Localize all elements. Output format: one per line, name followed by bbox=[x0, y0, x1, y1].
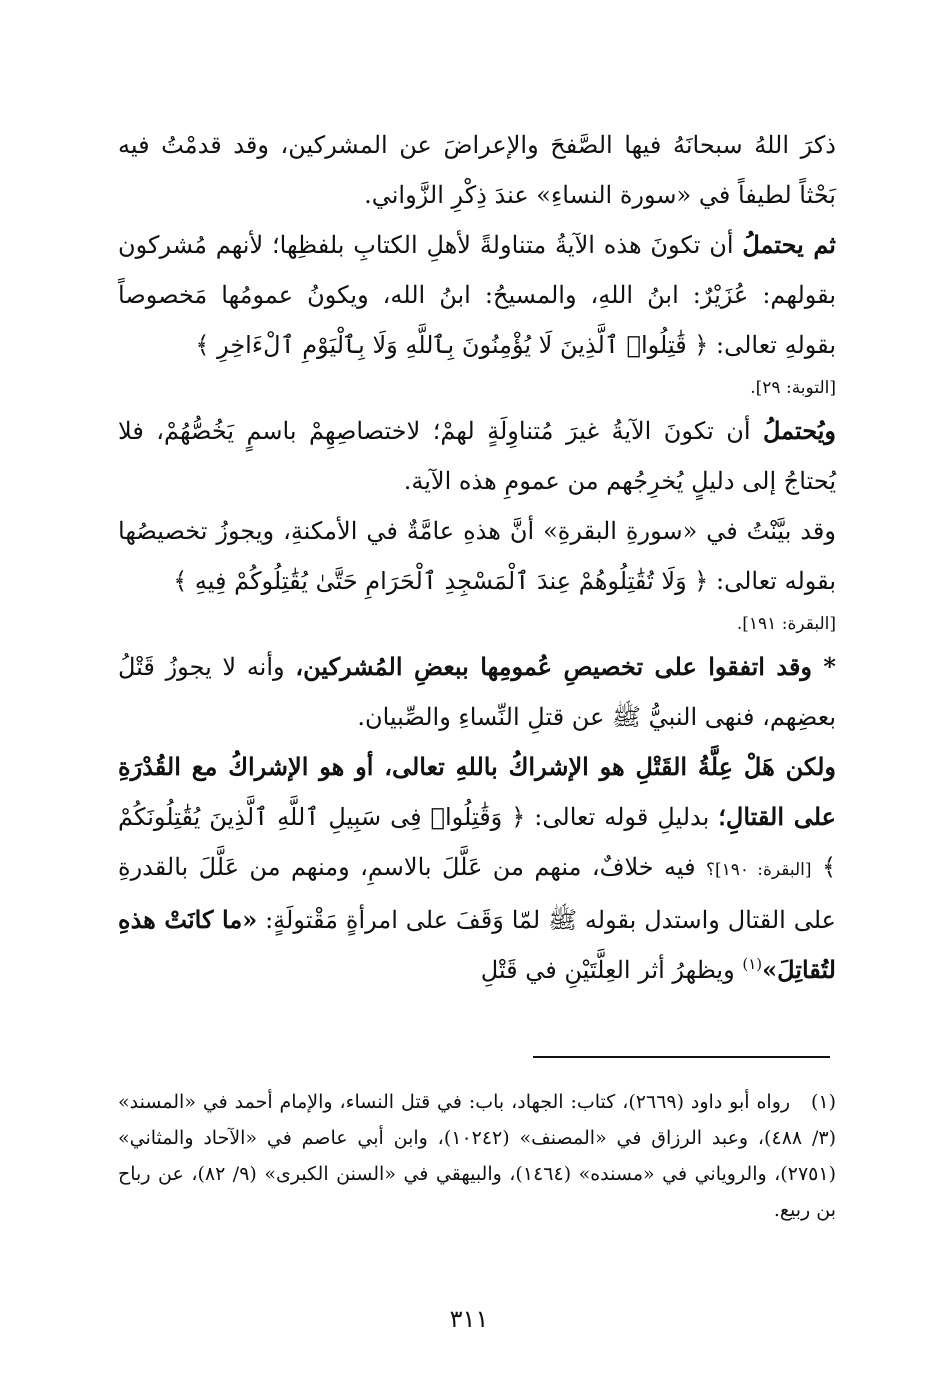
main-text bbox=[118, 120, 836, 995]
footnote-divider bbox=[533, 1056, 830, 1058]
footnote bbox=[118, 1084, 836, 1228]
footnote-number: (١) bbox=[810, 1091, 837, 1113]
paragraph-2 bbox=[118, 220, 836, 406]
verse-reference-baqarah-191: [البقرة: ١٩١]. bbox=[736, 614, 836, 634]
paragraph-1 bbox=[118, 120, 836, 220]
hadith-quote: «ما كانَتْ هذهِ لتُقاتِلَ» bbox=[118, 905, 836, 984]
paragraph-2-text: أن تكونَ هذه الآيةُ متناولةً لأهلِ الكتابِ بلفظِها؛ لأنهم مُشركون بقولهم: عُزَيْرٌ: ابنُ اللهِ، والمسيحُ: ابنُ الله، ويكونُ عمومُها مَخصوصاً بقولهِ تعالى: bbox=[118, 231, 836, 359]
page-number: ٣١١ bbox=[449, 1305, 489, 1333]
paragraph-3-text: أن تكونَ الآيةُ غيرَ مُتناوِلَةٍ لهمْ؛ لاختصاصِهِمْ باسمٍ يَخُصُّهُمْ، فلا يُحتاجُ إلى دليلٍ يُخرِجُهم من عمومِ هذه الآية. bbox=[118, 417, 836, 495]
verse-reference-tawbah: [التوبة: ٢٩]. bbox=[750, 378, 836, 398]
footnote-text: رواه أبو داود (٢٦٦٩)، كتاب: الجهاد، باب: في قتل النساء، والإمام أحمد في «المسند» (٣/ ٤٨٨)، وعبد الرزاق في «المصنف» (١٠٢٤٢)، وابن أبي عاصم في «الآحاد والمثاني» (٢٧٥١)، والروياني في «مسنده» (١٤٦٤)، والبيهقي في «السنن الكبرى» (٩/ ٨٢)، عن رباح بن ربيع. bbox=[118, 1091, 836, 1221]
paragraph-5-lead: * وقد اتفقوا على تخصيصِ عُمومِها ببعضِ المُشركين، bbox=[295, 652, 836, 681]
paragraph-6-text-a: بدليلِ قوله تعالى: bbox=[534, 803, 710, 831]
footnote-marker[interactable]: (١) bbox=[742, 955, 763, 973]
paragraph-6-text-c: ويظهرُ أثر العِلَّتَيْنِ في قَتْلِ bbox=[480, 956, 735, 984]
paragraph-2-lead: ثم يحتملُ bbox=[742, 230, 836, 259]
paragraph-6-text-b: فيه خلافٌ، منهم من عَلَّلَ بالاسمِ، ومنهم من عَلَّلَ بالقدرةِ على القتال واستدل بقوله ﷺ لمّا وَقَفَ على امرأةٍ مَقْتولَةٍ: bbox=[118, 853, 836, 934]
paragraph-3-lead: ويُحتملُ bbox=[762, 416, 836, 445]
paragraph-4-text: وقد بيَّنْتُ في «سورةِ البقرةِ» أنَّ هذهِ عامَّةٌ في الأمكنةِ، ويجوزُ تخصيصُها بقوله تعالى: bbox=[118, 517, 836, 595]
paragraph-3 bbox=[118, 406, 836, 506]
paragraph-5 bbox=[118, 642, 836, 742]
quran-verse-baqarah-191: ﴿ وَلَا تُقَٰتِلُوهُمْ عِندَ ٱلْمَسْجِدِ ٱلْحَرَامِ حَتَّىٰ يُقَٰتِلُوكُمْ فِيهِ ﴾ bbox=[173, 567, 709, 595]
paragraph-6 bbox=[118, 742, 836, 995]
paragraph-5-text: وأنه لا يجوزُ قَتْلُ بعضِهم، فنهى النبيُّ ﷺ عن قتلِ النِّساءِ والصِّبيان. bbox=[118, 653, 836, 731]
quran-verse-tawbah: ﴿ قَٰتِلُوا۟ ٱلَّذِينَ لَا يُؤْمِنُونَ بِٱللَّهِ وَلَا بِٱلْيَوْمِ ٱلْءَاخِرِ ﴾ bbox=[195, 331, 709, 359]
paragraph-1-text: ذكرَ اللهُ سبحانَهُ فيها الصَّفحَ والإعراضَ عن المشركين، وقد قدمْتُ فيه بَحْثاً لطيفاً في «سورة النساءِ» عندَ ذِكْرِ الزَّواني. bbox=[118, 131, 836, 209]
paragraph-4 bbox=[118, 506, 836, 642]
verse-reference-baqarah-190: [البقرة: ١٩٠]؟ bbox=[706, 860, 812, 880]
paragraph-6-lead: ولكن هَلْ عِلَّةُ القَتْلِ هو الإشراكُ باللهِ تعالى، أو هو الإشراكُ مع القُدْرَةِ على القتالِ؛ bbox=[118, 752, 836, 831]
quran-verse-baqarah-190: ﴿ وَقَٰتِلُوا۟ فِى سَبِيلِ ٱللَّهِ ٱلَّذِينَ يُقَٰتِلُونَكُمْ ﴾ bbox=[118, 803, 836, 881]
